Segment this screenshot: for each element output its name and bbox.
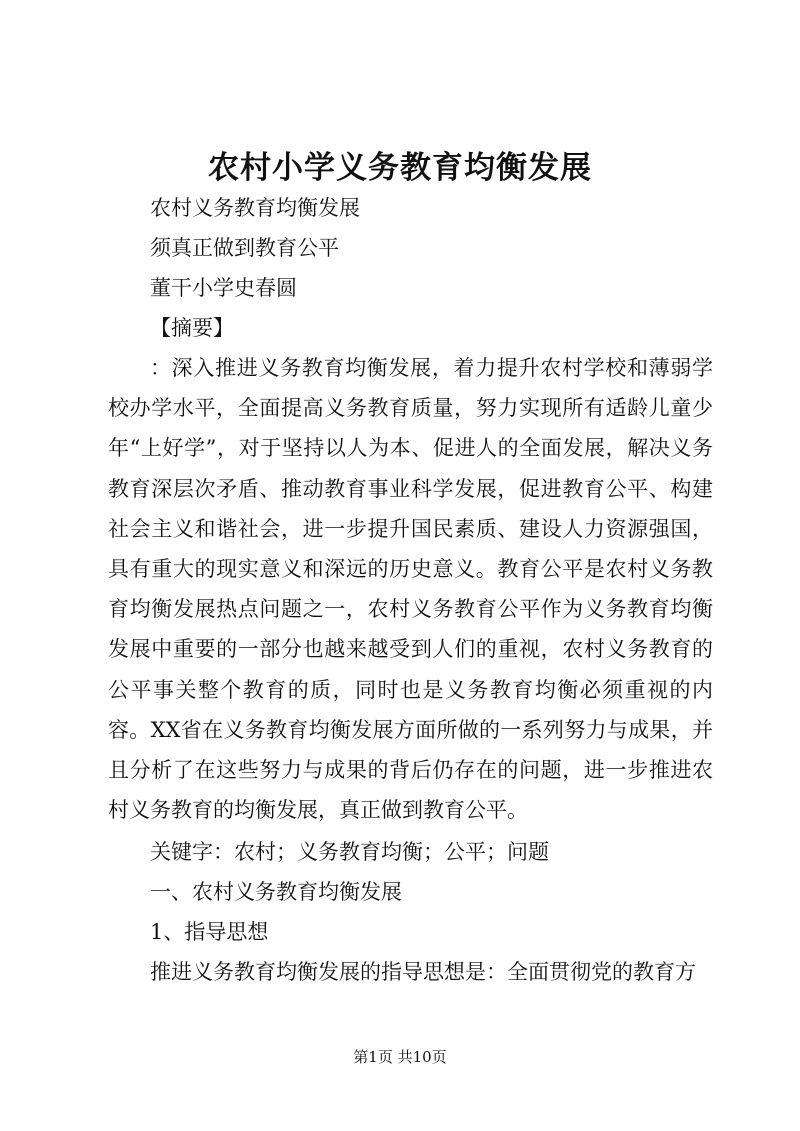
subtitle-line-2: 须真正做到教育公平 bbox=[150, 236, 339, 260]
section-heading-1: 一、农村义务教育均衡发展 bbox=[150, 880, 402, 904]
abstract-heading: 【摘要】 bbox=[150, 316, 234, 340]
body-paragraph-start: 推进义务教育均衡发展的指导思想是：全面贯彻党的教育方 bbox=[150, 960, 696, 984]
subtitle-line-1: 农村义务教育均衡发展 bbox=[150, 196, 360, 220]
page-footer: 第1页 共10页 bbox=[353, 1048, 447, 1066]
document-title: 农村小学义务教育均衡发展 bbox=[208, 150, 592, 186]
author-line: 董干小学史春圆 bbox=[150, 276, 297, 300]
abstract-paragraph: ：深入推进义务教育均衡发展，着力提升农村学校和薄弱学校办学水平，全面提高义务教育质量，努力实现所有适龄儿童少年“上好学”，对于坚持以人为本、促进人的全面发展，解决义务教育深层次矛盾、推动教育事业科学发展，促进教育公平、构建社会主义和谐社会，进一步提升国民素质、建设人力资源强国，具有重大的现实意义和深远的历史意义。教育公平是农村义务教育均衡发展热点问题之一，农村义务教育公平作为义务教育均衡发展中重要的一部分也越来越受到人们的重视，农村义务教育的公平事关整个教育的质，同时也是义务教育均衡必须重视的内容。XX省在义务教育均衡发展方面所做的一系列努力与成果，并且分析了在这些努力与成果的背后仍存在的问题，进一步推进农村义务教育的均衡发展，真正做到教育公平。 bbox=[108, 356, 713, 823]
keywords-line: 关键字：农村；义务教育均衡；公平；问题 bbox=[150, 840, 549, 864]
subsection-heading-1: 1、指导思想 bbox=[150, 920, 269, 944]
